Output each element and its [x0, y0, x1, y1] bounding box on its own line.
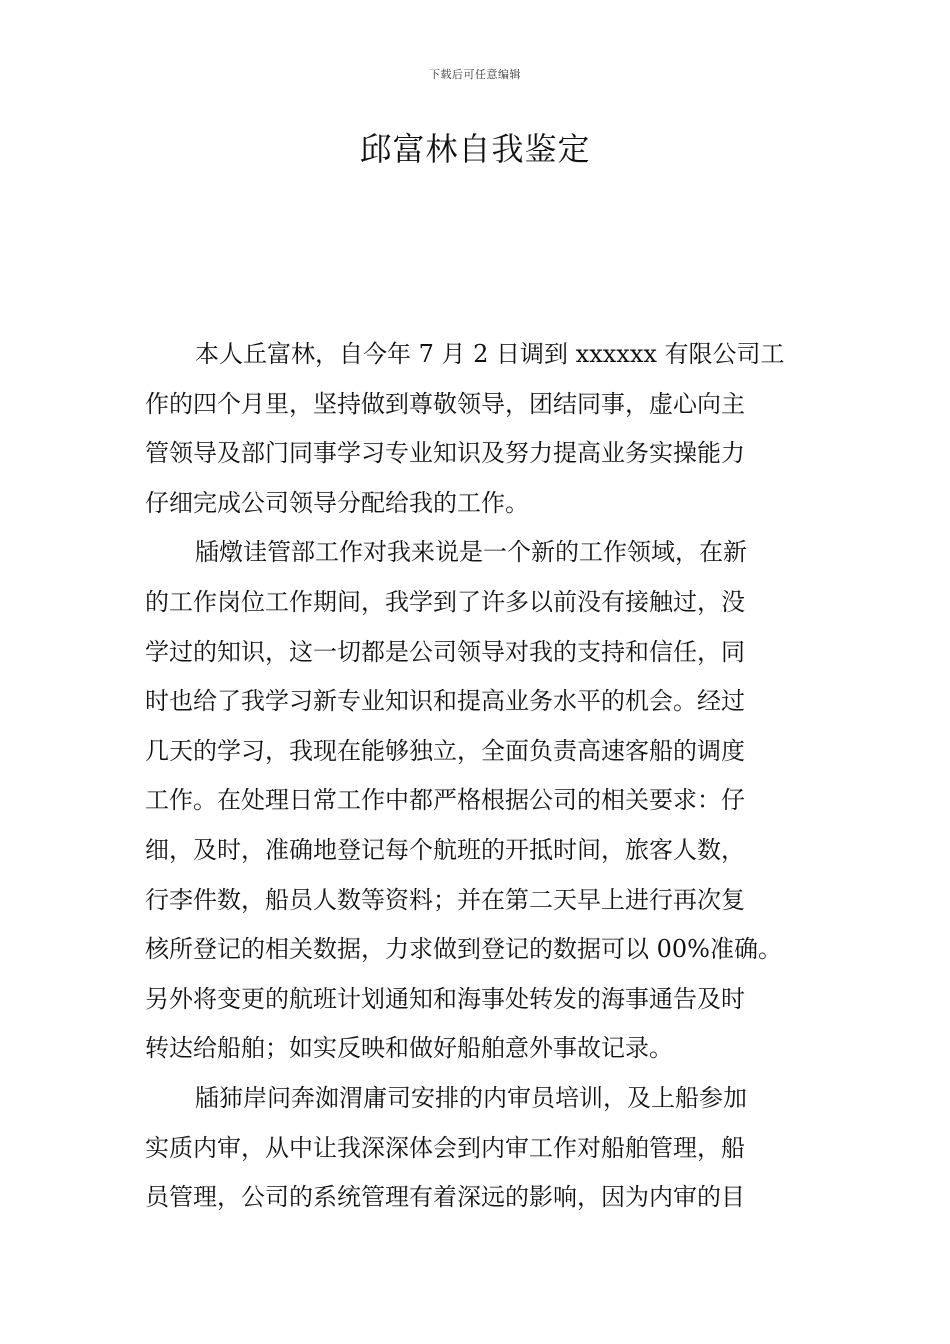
- paragraph-line: 细，及时，准确地登记每个航班的开抵时间，旅客人数，: [145, 835, 745, 864]
- paragraph-line: 另外将变更的航班计划通知和海事处转发的海事通告及时: [145, 984, 745, 1013]
- paragraph-line: 作的四个月里，坚持做到尊敬领导，团结同事，虚心向主: [145, 389, 745, 418]
- paragraph-line: 行李件数，船员人数等资料；并在第二天早上进行再次复: [145, 885, 745, 914]
- paragraph-line: 核所登记的相关数据，力求做到登记的数据可以 00%准确。: [145, 935, 782, 964]
- paragraph-line: 本人丘富林，自今年 7 月 2 日调到 xxxxxx 有限公司工: [195, 340, 785, 368]
- paragraph-line: 牐燉诖管部工作对我来说是一个新的工作领域，在新: [195, 538, 747, 567]
- paragraph: [145, 330, 815, 528]
- paragraph-line: 学过的知识，这一切都是公司领导对我的支持和信任，同: [145, 637, 745, 666]
- paragraph-line: 员管理，公司的系统管理有着深远的影响，因为内审的目: [145, 1183, 745, 1212]
- paragraph-line: 工作。在处理日常工作中都严格根据公司的相关要求：仔: [145, 786, 745, 815]
- document-title: 邱富林自我鉴定: [359, 130, 591, 168]
- header-note: 下载后可任意编辑: [429, 68, 521, 81]
- paragraph-line: 几天的学习，我现在能够独立，全面负责高速客船的调度: [145, 736, 745, 765]
- paragraph: [145, 1074, 815, 1223]
- paragraph-line: 仔细完成公司领导分配给我的工作。: [145, 488, 529, 517]
- paragraph-line: 实质内审，从中让我深深体会到内审工作对船舶管理，船: [145, 1133, 745, 1162]
- paragraph: [145, 528, 815, 1074]
- paragraph-line: 管领导及部门同事学习专业知识及努力提高业务实操能力: [145, 439, 745, 468]
- paragraph-line: 时也给了我学习新专业知识和提高业务水平的机会。经过: [145, 687, 745, 716]
- paragraph-line: 的工作岗位工作期间，我学到了许多以前没有接触过，没: [145, 587, 745, 616]
- paragraph-line: 转达给船舶；如实反映和做好船舶意外事故记录。: [145, 1034, 673, 1063]
- document-body: [145, 330, 815, 1223]
- paragraph-line: 牐犻岸问奔洳渭庸司安排的内审员培训，及上船参加: [195, 1083, 747, 1112]
